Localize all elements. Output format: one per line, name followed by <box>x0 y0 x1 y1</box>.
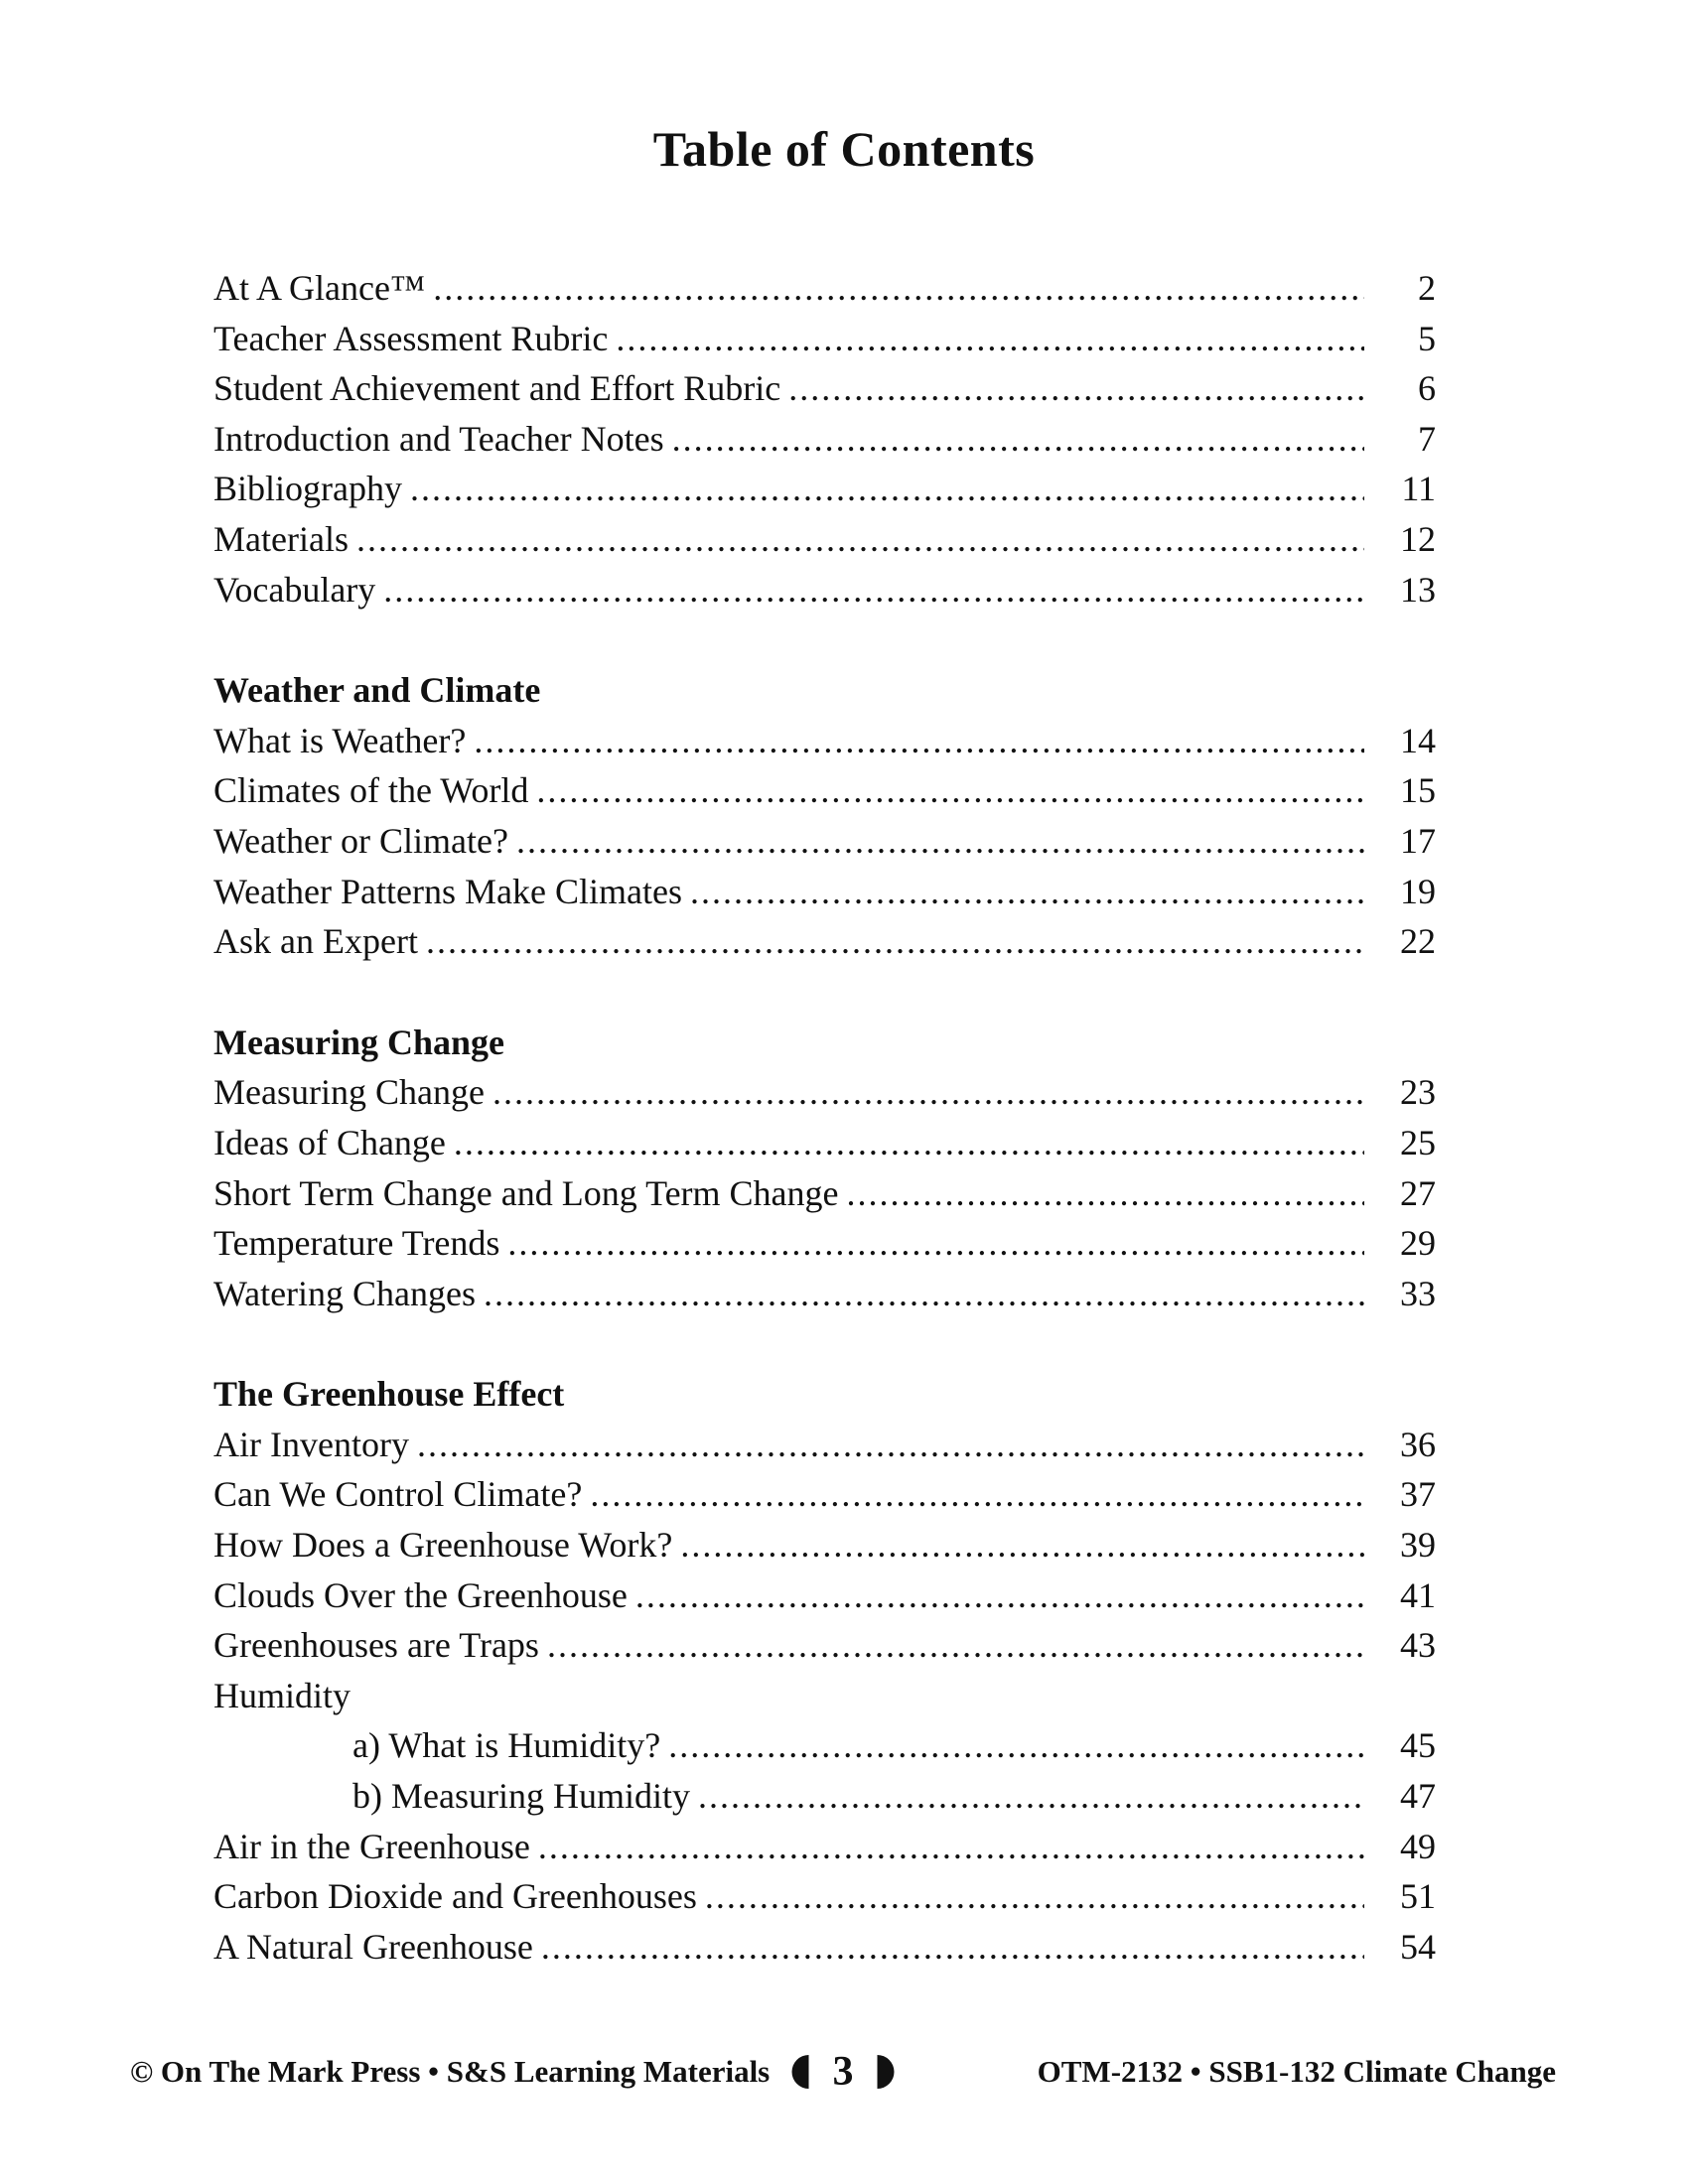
toc-entry <box>213 1671 1436 1721</box>
toc-entry-label: Ask an Expert <box>213 921 418 962</box>
toc-entry-page: 29 <box>1400 1223 1436 1264</box>
toc-entry-page: 54 <box>1400 1926 1436 1967</box>
toc-entry <box>213 765 1436 816</box>
toc-entry-label: Greenhouses are Traps <box>213 1625 539 1666</box>
toc-entry-label: b) Measuring Humidity <box>352 1776 690 1817</box>
toc-entry <box>213 1420 1436 1470</box>
toc-entry-page: 37 <box>1400 1474 1436 1515</box>
toc-entry <box>213 916 1436 967</box>
toc-entry-page: 43 <box>1400 1625 1436 1666</box>
toc-entry-page: 23 <box>1400 1072 1436 1113</box>
toc-entry-label: How Does a Greenhouse Work? <box>213 1525 673 1566</box>
dot-leader <box>672 414 1364 465</box>
page-title: Table of Contents <box>652 121 1036 177</box>
toc-entry-label: Watering Changes <box>213 1273 477 1313</box>
toc-entry-page: 17 <box>1400 820 1436 861</box>
dot-leader <box>705 1871 1364 1922</box>
toc-entry <box>213 1269 1436 1319</box>
toc-entry <box>213 363 1436 414</box>
toc-entry-page: 36 <box>1400 1424 1436 1464</box>
dot-leader <box>690 867 1364 917</box>
dot-leader <box>547 1620 1364 1671</box>
toc-entry-page: 47 <box>1400 1776 1436 1817</box>
toc-entry <box>213 867 1436 917</box>
toc-entry-label: Climates of the World <box>213 770 529 811</box>
toc-entry <box>213 1922 1436 1973</box>
toc-entry <box>213 565 1436 615</box>
toc-entry <box>213 1720 1436 1771</box>
toc-entry-page: 13 <box>1400 569 1436 610</box>
toc-entry-label: Can We Control Climate? <box>213 1474 583 1515</box>
toc-section-header: Weather and Climate <box>213 670 541 711</box>
left-half-circle-icon <box>792 2055 809 2089</box>
toc-entry-label: Materials <box>213 518 349 559</box>
right-half-circle-icon <box>878 2055 895 2089</box>
toc-entry-label: Vocabulary <box>213 569 376 610</box>
toc-entry-page: 25 <box>1400 1122 1436 1162</box>
dot-leader <box>538 1822 1364 1872</box>
toc-entry <box>213 816 1436 867</box>
toc-entry <box>213 1118 1436 1168</box>
toc-entry-page: 11 <box>1401 469 1436 509</box>
toc-section-header: The Greenhouse Effect <box>213 1374 565 1415</box>
toc-entry-page: 39 <box>1400 1525 1436 1566</box>
toc-entry-page: 5 <box>1418 318 1436 358</box>
dot-leader <box>356 514 1364 565</box>
toc-entry-page: 45 <box>1400 1725 1436 1766</box>
dot-leader <box>484 1269 1364 1319</box>
toc-entry-label: Air in the Greenhouse <box>213 1826 530 1866</box>
dot-leader <box>788 363 1364 414</box>
toc-entry-page: 27 <box>1400 1172 1436 1213</box>
dot-leader <box>383 565 1364 615</box>
dot-leader <box>616 314 1364 364</box>
footer-publisher-text: © On The Mark Press • S&S Learning Materials <box>130 2054 771 2089</box>
toc-entry <box>213 716 1436 766</box>
toc-entry-page: 33 <box>1400 1273 1436 1313</box>
toc-entry-page: 2 <box>1418 268 1436 308</box>
toc-entry-label: What is Weather? <box>213 720 467 760</box>
toc-entry-label: Weather Patterns Make Climates <box>213 871 682 911</box>
dot-leader <box>668 1720 1364 1771</box>
toc-entry-page: 15 <box>1400 770 1436 811</box>
toc-entry <box>213 1067 1436 1118</box>
toc-entry <box>213 1469 1436 1520</box>
dot-leader <box>433 263 1364 314</box>
toc-entry-page: 41 <box>1400 1574 1436 1615</box>
toc-entry-label: Bibliography <box>213 469 402 509</box>
toc-entry-label: Weather or Climate? <box>213 820 508 861</box>
toc-entry-label: Temperature Trends <box>213 1223 500 1264</box>
dot-leader <box>516 816 1364 867</box>
toc-entry-page: 12 <box>1400 518 1436 559</box>
toc-entry-label: At A Glance™ <box>213 268 426 308</box>
toc-entry <box>213 263 1436 314</box>
toc-entry-label: Air Inventory <box>213 1424 409 1464</box>
toc-entry-page: 14 <box>1400 720 1436 760</box>
page-footer <box>130 2041 1556 2103</box>
toc-entry-label: Carbon Dioxide and Greenhouses <box>213 1876 697 1917</box>
toc-entry <box>213 1520 1436 1570</box>
toc-list <box>213 263 1436 1972</box>
toc-entry <box>213 1771 1436 1822</box>
toc-entry-label: A Natural Greenhouse <box>213 1926 533 1967</box>
toc-entry <box>213 1168 1436 1219</box>
page-number-marker <box>792 2051 895 2093</box>
toc-entry-page: 51 <box>1400 1876 1436 1917</box>
dot-leader <box>590 1469 1364 1520</box>
toc-entry-label: Introduction and Teacher Notes <box>213 418 664 459</box>
dot-leader <box>454 1118 1364 1168</box>
toc-entry <box>213 1871 1436 1922</box>
dot-leader <box>698 1771 1364 1822</box>
toc-entry <box>213 1218 1436 1269</box>
toc-entry-label: Measuring Change <box>213 1072 485 1113</box>
dot-leader <box>507 1218 1364 1269</box>
dot-leader <box>474 716 1364 766</box>
dot-leader <box>680 1520 1364 1570</box>
toc-entry-label: Student Achievement and Effort Rubric <box>213 368 781 409</box>
toc-entry-label: Ideas of Change <box>213 1122 446 1162</box>
toc-entry-page: 6 <box>1418 368 1436 409</box>
dot-leader <box>635 1570 1364 1621</box>
toc-entry <box>213 1822 1436 1872</box>
toc-entry <box>213 414 1436 465</box>
dot-leader <box>417 1420 1364 1470</box>
toc-entry <box>213 464 1436 514</box>
toc-entry-page: 49 <box>1400 1826 1436 1866</box>
dot-leader <box>492 1067 1364 1118</box>
dot-leader <box>847 1168 1364 1219</box>
toc-entry-label: Teacher Assessment Rubric <box>213 318 609 358</box>
footer-page-number: 3 <box>832 2049 854 2095</box>
toc-entry <box>213 1620 1436 1671</box>
toc-entry-page: 7 <box>1418 418 1436 459</box>
toc-entry <box>213 314 1436 364</box>
toc-entry-page: 22 <box>1400 921 1436 962</box>
toc-entry <box>213 1570 1436 1621</box>
dot-leader <box>426 916 1364 967</box>
toc-entry <box>213 514 1436 565</box>
dot-leader <box>541 1922 1364 1973</box>
toc-section-header: Measuring Change <box>213 1022 505 1062</box>
toc-entry-label: Clouds Over the Greenhouse <box>213 1574 628 1615</box>
dot-leader <box>410 464 1364 514</box>
footer-product-code-text: OTM-2132 • SSB1-132 Climate Change <box>1037 2054 1556 2089</box>
toc-entry-label: Humidity <box>213 1675 352 1715</box>
toc-entry-label: Short Term Change and Long Term Change <box>213 1172 839 1213</box>
toc-entry-label: a) What is Humidity? <box>352 1725 661 1766</box>
toc-entry-page: 19 <box>1400 871 1436 911</box>
dot-leader <box>536 765 1364 816</box>
